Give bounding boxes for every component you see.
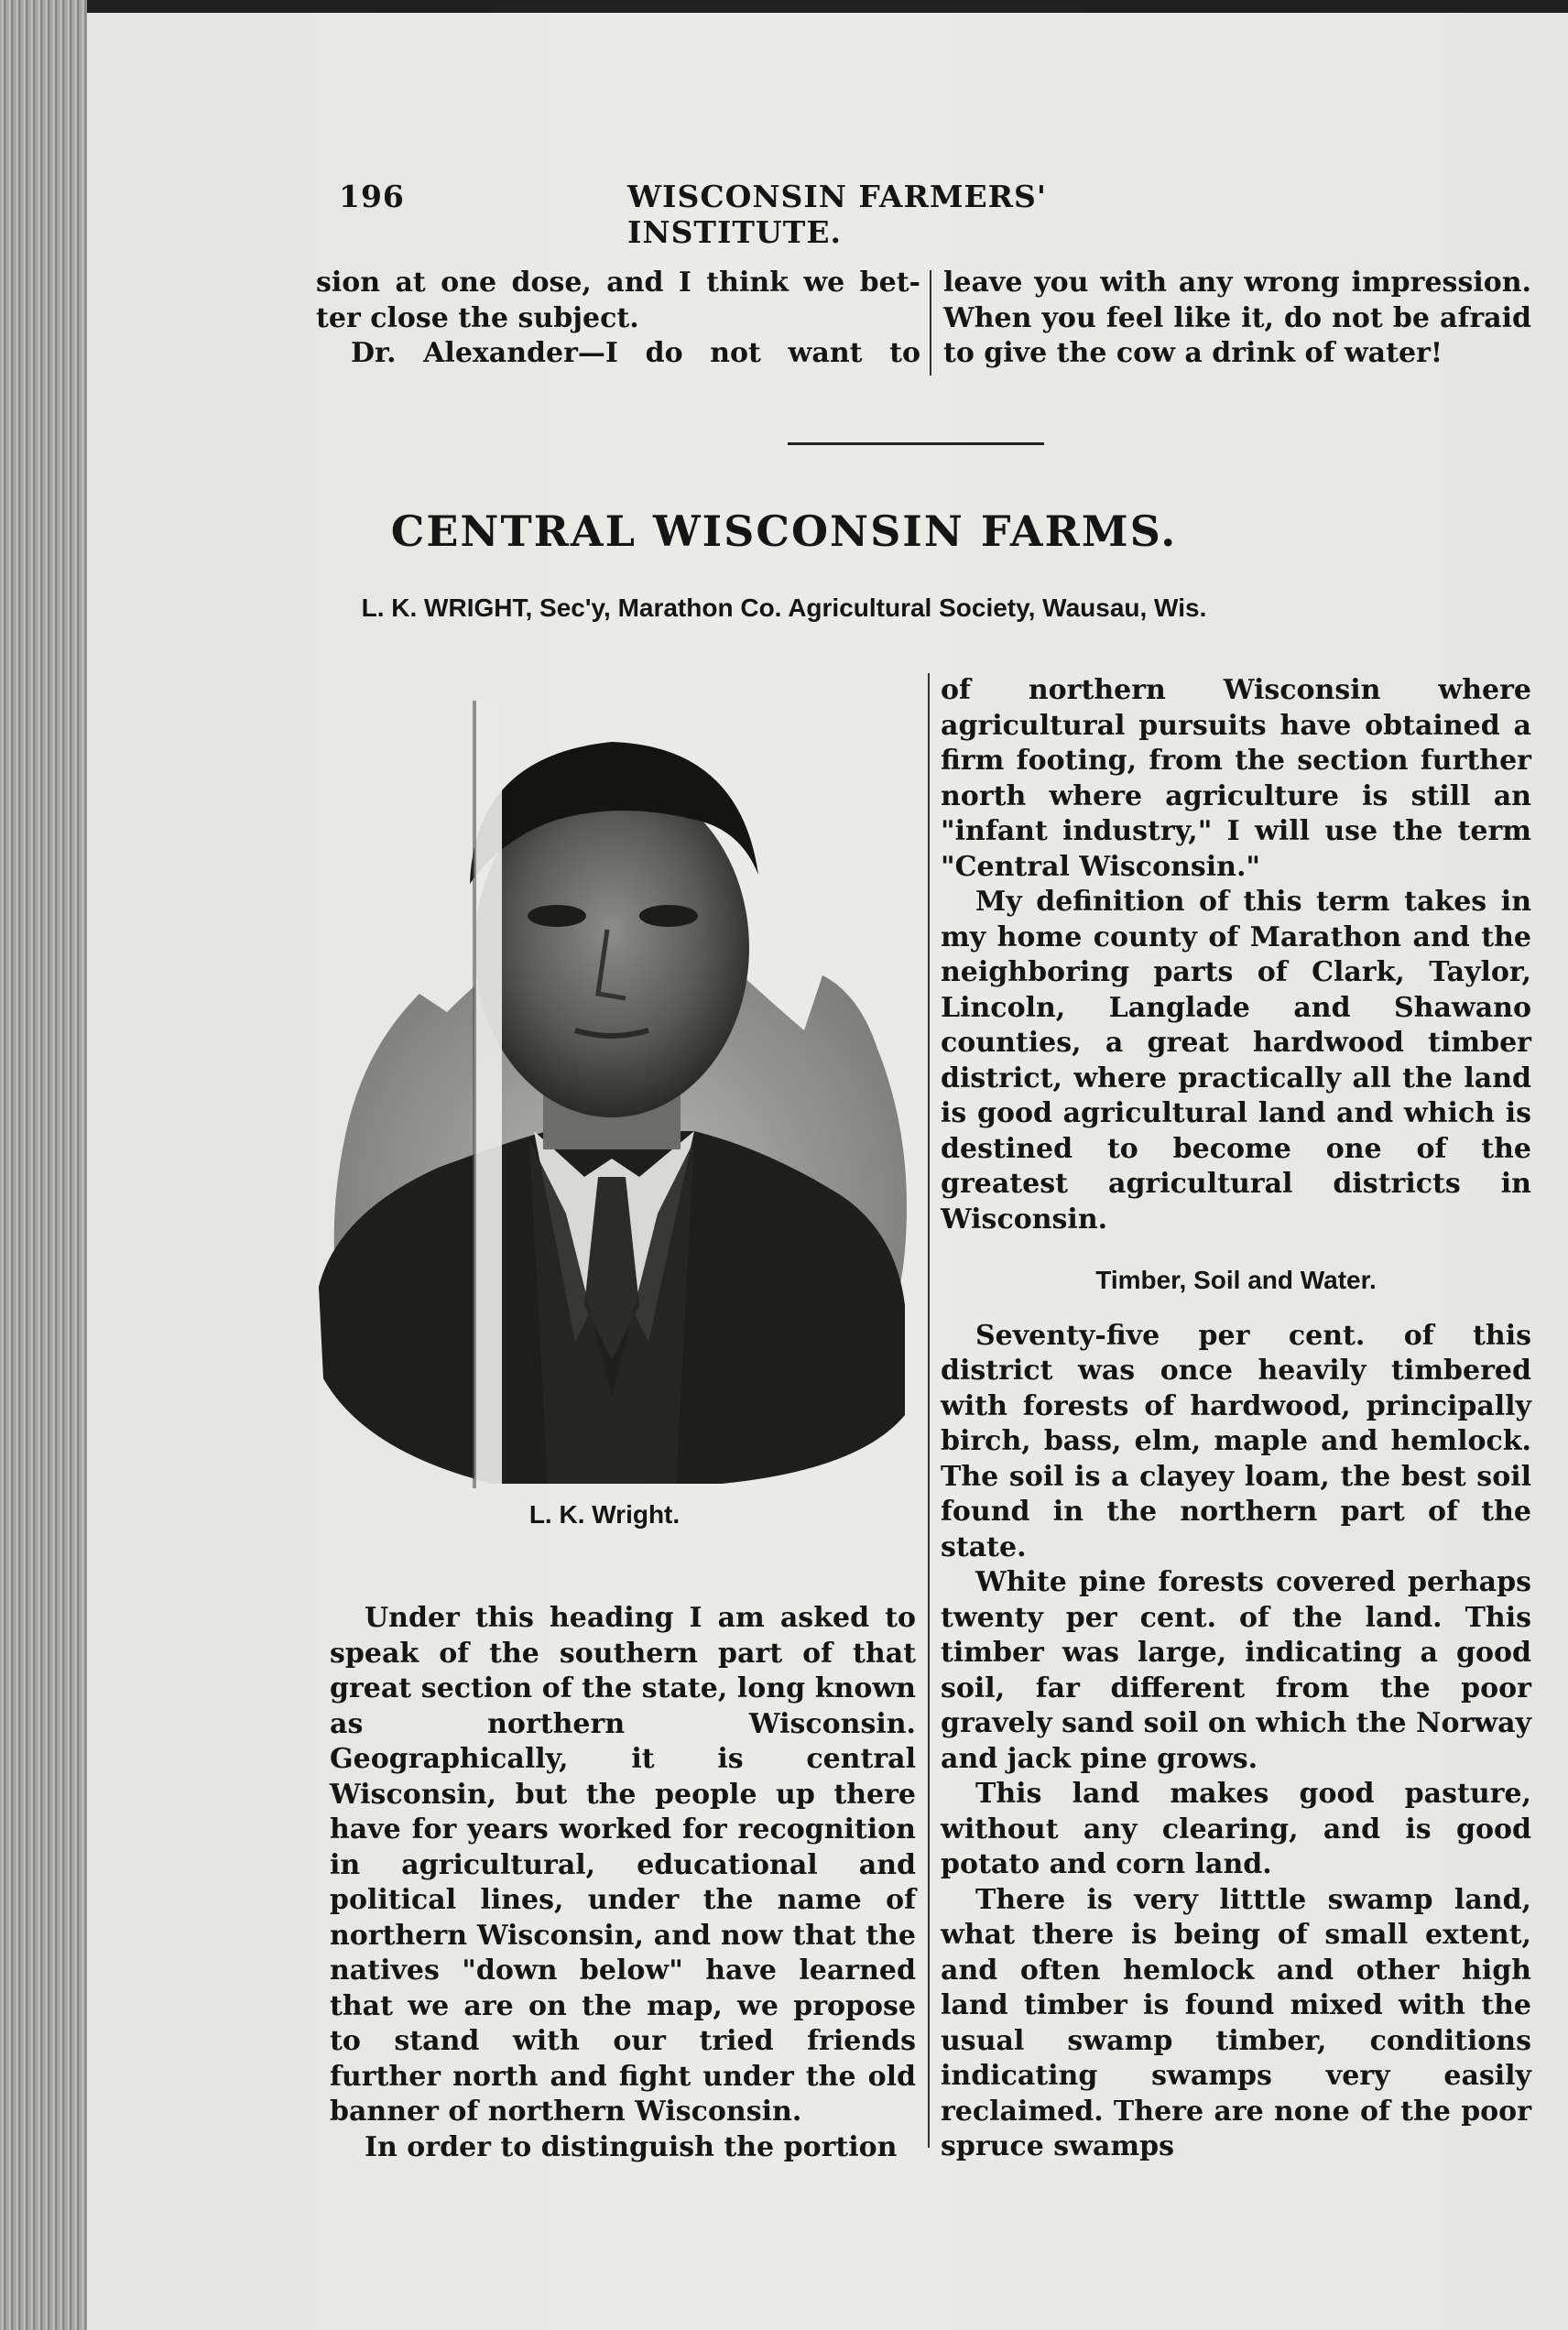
previous-section-left xyxy=(316,266,920,372)
article-right-column xyxy=(941,673,1531,2165)
book-spine-edge xyxy=(0,0,87,2330)
scan-top-border xyxy=(87,0,1568,13)
portrait-photo xyxy=(310,701,914,1488)
column-divider-top xyxy=(930,270,931,376)
text-line: ter close the subject. xyxy=(316,301,639,334)
text-line: Dr. Alexander—I do not want to xyxy=(351,337,920,369)
section-subheading: Timber, Soil and Water. xyxy=(1095,1266,1377,1294)
section-separator-rule xyxy=(788,442,1044,445)
text-line: leave you with any wrong impression. xyxy=(943,267,1531,299)
text-line: When you feel like it, do not be afraid xyxy=(943,301,1531,334)
text-line: to give the cow a drink of water! xyxy=(943,337,1443,369)
article-title: CENTRAL WISCONSIN FARMS. xyxy=(390,506,1178,556)
paragraph: There is very litttle swamp land, what there is being of small extent, and often hemlock and other high land timber is found mixed with the usual swamp timber, conditions indicating swamps very easily reclaimed. There are none of the poor spruce swamps xyxy=(941,1883,1531,2162)
page-number: 196 xyxy=(339,179,405,214)
paragraph: White pine forests covered perhaps twenty per cent. of the land. This timber was large, indicating a good soil, far different from the poor gravely sand soil on which the Norway and jack pine grows. xyxy=(941,1566,1531,1775)
article-left-column xyxy=(330,1601,916,2165)
previous-section-right xyxy=(943,266,1531,372)
portrait-caption: L. K. Wright. xyxy=(528,1500,681,1529)
paragraph: My definition of this term takes in my home county of Marathon and the neighboring parts of Clark, Taylor, Lincoln, Langlade and Shawano counties, a great hardwood timber district, where practically all the land is good agricultural land and which is destined to become one of the greatest agricultural districts in Wisconsin. xyxy=(941,886,1531,1236)
paragraph: This land makes good pasture, without any clearing, and is good potato and corn land. xyxy=(941,1778,1531,1880)
text-line: sion at one dose, and I think we bet- xyxy=(316,267,920,299)
column-divider xyxy=(928,673,930,2148)
article-byline: L. K. WRIGHT, Sec'y, Marathon Co. Agricultural Society, Wausau, Wis. xyxy=(361,593,1207,622)
paragraph: Seventy-five per cent. of this district was once heavily timbered with forests of hardwood, principally birch, bass, elm, maple and hemlock. The soil is a clayey loam, the best soil found in the northern part of the state. xyxy=(941,1319,1531,1563)
paragraph: Under this heading I am asked to speak of the southern part of that great section of the state, long known as northern Wisconsin. Geographically, it is central Wisconsin, but the people up there have for years worked for recognition in agricultural, educational and political lines, under the name of northern Wisconsin, and now that the natives "down below" have learned that we are on the map, we propose to stand with our tried friends further north and fight under the old banner of northern Wisconsin. xyxy=(330,1602,916,2128)
running-title: WISCONSIN FARMERS' INSTITUTE. xyxy=(627,179,1047,250)
paragraph: In order to distinguish the portion xyxy=(365,2130,898,2163)
paragraph: of northern Wisconsin where agricultural pursuits have obtained a firm footing, from the section further north where agriculture is still an "infant industry," I will use the term "Central Wisconsin." xyxy=(941,674,1531,883)
running-header xyxy=(339,179,1246,250)
